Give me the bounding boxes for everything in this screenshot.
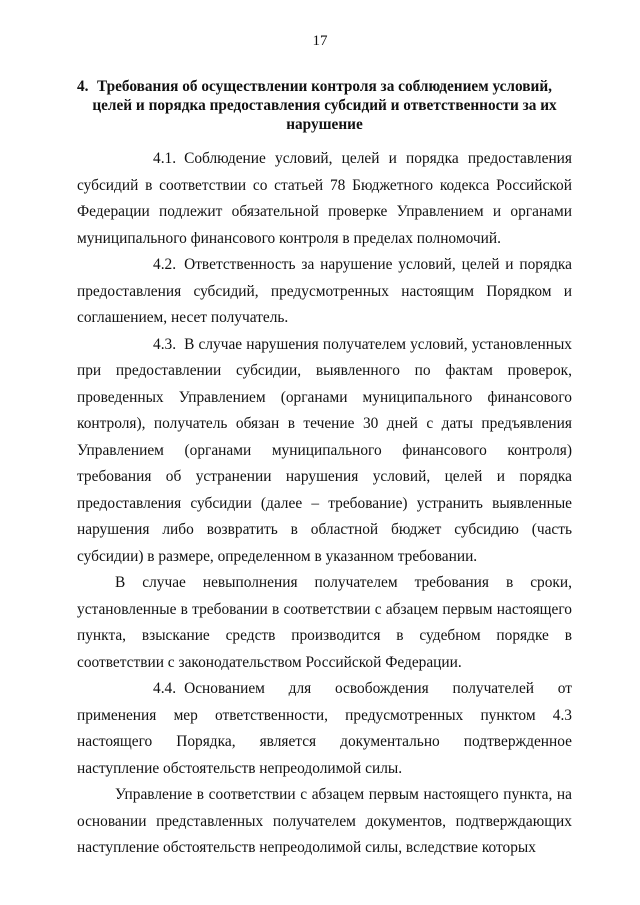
section-heading — [77, 77, 572, 134]
paragraph-number: 4.2. — [153, 256, 177, 273]
paragraph-number: 4.3. — [153, 335, 177, 353]
paragraph-text: Основанием для освобождения получателей от применения мер ответственности, предусмотренных пунктом 4.3 настоящего Порядка, является документально подтвержденное наступление обстоятельств непреодолимой силы. — [77, 680, 572, 777]
section-number: 4. — [77, 78, 89, 95]
paragraph-number: 4.4. — [153, 680, 177, 697]
paragraph-number: 4.1. — [153, 150, 177, 167]
section-title: Требования об осуществлении контроля за соблюдением условий, целей и порядка предоставления субсидий и ответственности за их нарушение — [92, 78, 557, 133]
paragraph-4-4-continued — [77, 782, 572, 862]
paragraph-text: В случае нарушения получателем условий, установленных при предоставлении субсидии, выявленного по фактам проверок, проведенных Управлением (органами муниципального финансового контроля), получатель обязан в течение 30 дней с даты предъявления Управлением (органами муниципального финансового контроля) требования об устранении нарушения условий, целей и порядка предоставления субсидии (далее – требование) устранить выявленные нарушения либо возвратить в областной бюджет субсидию (часть субсидии) в размере, определенном в указанном требовании. — [77, 335, 572, 565]
paragraph-text: Ответственность за нарушение условий, целей и порядка предоставления субсидий, предусмотренных настоящим Порядком и соглашением, несет получатель. — [77, 256, 572, 326]
paragraph-4-4 — [77, 676, 572, 782]
body-text — [77, 146, 572, 862]
paragraph-4-3 — [77, 332, 572, 571]
paragraph-4-2 — [77, 252, 572, 332]
paragraph-4-3-continued — [77, 570, 572, 676]
paragraph-text: Соблюдение условий, целей и порядка предоставления субсидий в соответствии со статьей 78 Бюджетного кодекса Российской Федерации подлежит обязательной проверке Управлением и органами муниципального финансового контроля в пределах полномочий. — [77, 150, 572, 247]
paragraph-4-1 — [77, 146, 572, 252]
page-number: 17 — [312, 33, 328, 49]
paragraph-text: В случае невыполнения получателем требования в сроки, установленные в требовании в соответствии с абзацем первым настоящего пункта, взыскание средств производится в судебном порядке в соответствии с законодательством Российской Федерации. — [77, 574, 572, 671]
paragraph-text: Управление в соответствии с абзацем первым настоящего пункта, на основании представленных получателем документов, подтверждающих наступление обстоятельств непреодолимой силы, вследствие которых — [77, 786, 572, 856]
